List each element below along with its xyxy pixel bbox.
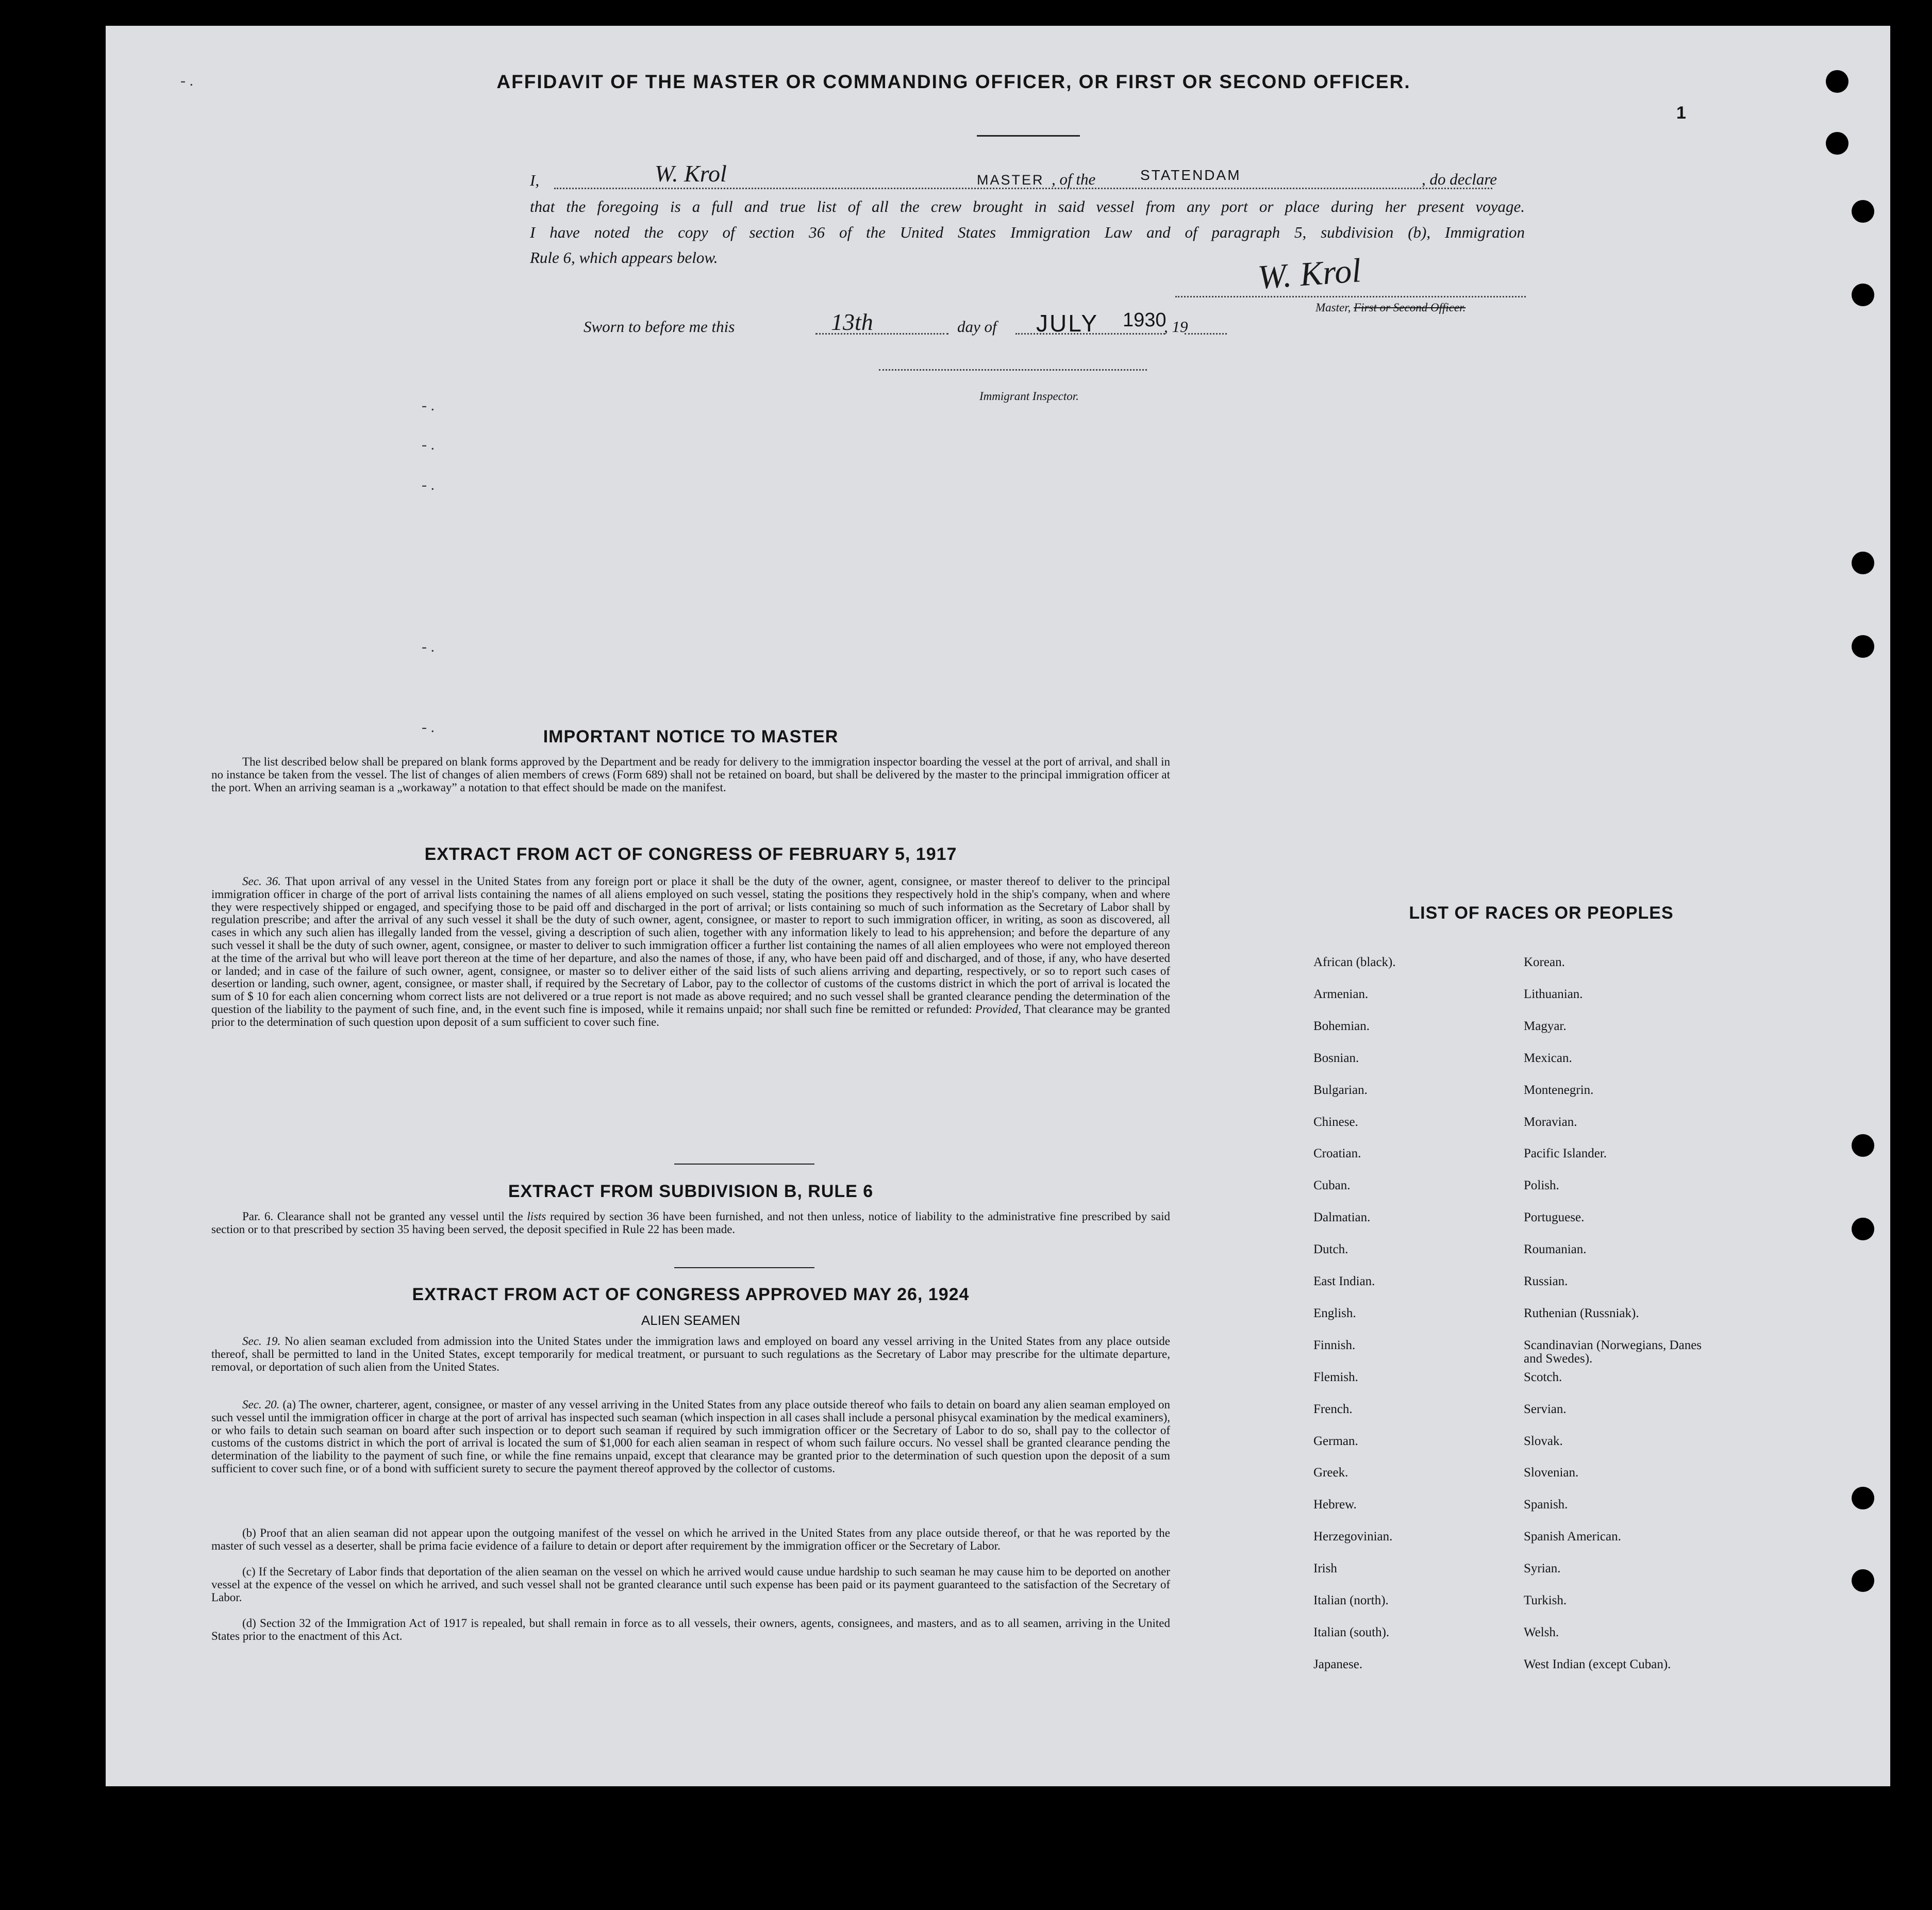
race-item: East Indian. (1313, 1274, 1375, 1288)
race-item: Herzegovinian. (1313, 1530, 1393, 1544)
race-item: Spanish. (1524, 1498, 1568, 1512)
inspector-caption: Immigrant Inspector. (979, 390, 1079, 403)
rank-stamp: MASTER (977, 172, 1044, 188)
punch-hole (1852, 200, 1874, 223)
sec19-label: Sec. 19. (242, 1335, 281, 1348)
extract-1924-subtitle: ALIEN SEAMEN (641, 1313, 741, 1328)
race-item: African (black). (1313, 955, 1396, 969)
sec20-paragraph (211, 1399, 1170, 1475)
race-item: French. (1313, 1402, 1353, 1416)
race-item: Bosnian. (1313, 1051, 1359, 1065)
race-item: Polish. (1524, 1178, 1559, 1193)
sec36-label: Sec. 36. (242, 875, 281, 888)
sec20-text: (a) The owner, charterer, agent, consignee, or master of any vessel arriving in the United States from any place outside thereof who fails to detain on board any alien seaman employed on such vessel until the immigration officer in charge at the port of arrival has inspected such seaman (which inspection in all cases shall include a personal phisycal examination by the medical examiners), or who fails to detain such seaman on board after such inspection or to deport such seaman if required by such immigration officer or the Secretary of Labor to do so, shall pay to the collector of customs of the customs district in which the port of arrival is located the sum of $1,000 for each alien seaman in respect of whom such failure occurs. No vessel shall be granted clearance pending the determination of the liability to the payment of such fine, or while the fine remains unpaid, except that clearance may be granted prior to the determination of such question upon the deposit of a sum sufficient to cover such fine, or of a bond with sufficient surety to secure the payment thereof approved by the collector of customs. (211, 1398, 1170, 1475)
year-prefix: , 19 (1164, 318, 1188, 336)
declaration-line-2: I have noted the copy of section 36 of the United States Immigration Law and of paragraph 5, subdivision (b), Immigration (530, 223, 1525, 241)
master-signature: W. Krol (1256, 252, 1362, 296)
i-label: I, (530, 171, 540, 189)
race-item: Cuban. (1313, 1178, 1351, 1193)
race-item: Hebrew. (1313, 1498, 1357, 1512)
do-declare-label: , do declare (1422, 170, 1497, 188)
notice-text: The list described below shall be prepared on blank forms approved by the Department and be ready for delivery to the immigration inspector boarding the vessel at the port of arrival, and shall in no instance be taken from the vessel. The list of changes of alien members of crews (Form 689) shall not be retained on board, but shall be delivered by the master to the principal immigration officer at the port. When an arriving seaman is a „workaway” a notation to that effect should be made on the manifest. (211, 755, 1170, 794)
vessel-name-stamp: STATENDAM (1140, 167, 1241, 183)
margin-mark: - . (422, 436, 435, 453)
race-item: Scotch. (1524, 1370, 1562, 1384)
race-item: Turkish. (1524, 1593, 1567, 1607)
para-b: (b) Proof that an alien seaman did not appear upon the outgoing manifest of the vessel on which he arrived in the United States from any place outside thereof, or that he was reported by the master of such vessel as a deserter, shall be prima facie evidence of a failure to detain or deport after requirement by the immigration officer or the Secretary of Labor. (211, 1526, 1170, 1552)
extract-1924-title: EXTRACT FROM ACT OF CONGRESS APPROVED MAY 26, 1924 (412, 1285, 970, 1304)
race-item: Greek. (1313, 1466, 1348, 1480)
declaration-line-3: Rule 6, which appears below. (530, 248, 718, 267)
race-item: Lithuanian. (1524, 987, 1583, 1001)
race-item: Finnish. (1313, 1338, 1356, 1352)
caption-master: Master, (1315, 301, 1351, 314)
sworn-month-stamp: JULY (1036, 310, 1099, 337)
punch-hole (1852, 1569, 1874, 1592)
provided-label: Provided, (975, 1002, 1021, 1016)
race-item: English. (1313, 1306, 1356, 1320)
race-item: Irish (1313, 1562, 1337, 1576)
race-item: Bulgarian. (1313, 1083, 1368, 1097)
sec36-text-end: That clearance may be granted prior to the determination of such question upon deposit of a sum sufficient to cover such fine. (211, 1002, 1171, 1028)
punch-hole (1826, 70, 1848, 93)
races-title: LIST OF RACES OR PEOPLES (1409, 903, 1674, 923)
section-divider (674, 1267, 814, 1268)
notice-title: IMPORTANT NOTICE TO MASTER (543, 727, 839, 746)
race-item: Spanish American. (1524, 1530, 1621, 1544)
master-name-handwritten: W. Krol (655, 160, 727, 187)
para-c: (c) If the Secretary of Labor finds that deportation of the alien seaman on the vessel on which he arrived would cause undue hardship to such seaman he may cause him to be deported on another vessel at the expence of the vessel on which he arrived, and such vessel shall not be granted clearance until such expense has been paid or its payment guaranteed to the satisfaction of the Secretary of Labor. (211, 1565, 1170, 1604)
race-item: Roumanian. (1524, 1242, 1587, 1257)
margin-mark: - . (422, 397, 435, 414)
race-item: Japanese. (1313, 1657, 1363, 1671)
punch-hole (1826, 132, 1848, 155)
race-item: Dalmatian. (1313, 1210, 1371, 1225)
sworn-year-stamp: 1930 (1123, 309, 1167, 331)
punch-hole (1852, 635, 1874, 658)
race-item: Korean. (1524, 955, 1565, 969)
page-mark: 1 (1676, 103, 1686, 123)
affidavit-title: AFFIDAVIT OF THE MASTER OR COMMANDING OFFICER, OR FIRST OR SECOND OFFICER. (496, 71, 1411, 92)
race-item: Montenegrin. (1524, 1083, 1594, 1097)
race-item: West Indian (except Cuban). (1524, 1657, 1671, 1671)
extract-rule6-title: EXTRACT FROM SUBDIVISION B, RULE 6 (508, 1182, 874, 1201)
declaration-line-1: that the foregoing is a full and true list of all the crew brought in said vessel from any port or place during her present voyage. (530, 197, 1525, 215)
margin-mark: - . (422, 638, 435, 655)
punch-hole (1852, 1487, 1874, 1509)
extract-1917-title: EXTRACT FROM ACT OF CONGRESS OF FEBRUARY 5, 1917 (424, 844, 957, 864)
race-item: Moravian. (1524, 1115, 1577, 1129)
race-item: Croatian. (1313, 1147, 1361, 1161)
sec20-label: Sec. 20. (242, 1398, 280, 1411)
extract-1917-text (211, 875, 1170, 1029)
margin-mark: - . (180, 72, 193, 89)
punch-hole (1852, 284, 1874, 306)
margin-mark: - . (422, 719, 435, 736)
race-item: Servian. (1524, 1402, 1567, 1416)
punch-hole (1852, 552, 1874, 574)
race-item: Magyar. (1524, 1019, 1567, 1033)
sworn-day-handwritten: 13th (831, 309, 873, 335)
race-item: Ruthenian (Russniak). (1524, 1306, 1639, 1320)
race-item: Portuguese. (1524, 1210, 1585, 1225)
race-item: Syrian. (1524, 1562, 1561, 1576)
race-item: Welsh. (1524, 1625, 1559, 1639)
race-item: Slovenian. (1524, 1466, 1579, 1480)
extract-rule6-text (211, 1210, 1170, 1236)
day-of-label: day of (957, 318, 997, 336)
race-item: Russian. (1524, 1274, 1568, 1288)
of-the-label: , of the (1052, 170, 1096, 188)
race-item: Armenian. (1313, 987, 1369, 1001)
race-item: Chinese. (1313, 1115, 1358, 1129)
punch-hole (1852, 1218, 1874, 1240)
rule6-text-b: required by section 36 have been furnished, and not then unless, notice of liability to the administrative fine prescribed by said section or to that prescribed by section 35 having been served, the deposit specified in Rule 22 has been made. (211, 1210, 1171, 1236)
rule6-text-a: Par. 6. Clearance shall not be granted any vessel until the (242, 1210, 523, 1223)
race-item: Flemish. (1313, 1370, 1358, 1384)
race-item: Bohemian. (1313, 1019, 1370, 1033)
race-item: Pacific Islander. (1524, 1147, 1607, 1161)
rule6-lists-word: lists (527, 1210, 546, 1223)
race-item: German. (1313, 1434, 1358, 1448)
race-item: Scandinavian (Norwegians, Danes and Swedes). (1524, 1338, 1702, 1366)
sworn-month-line (1015, 333, 1165, 335)
sec19-text: No alien seaman excluded from admission into the United States under the immigration laws and employed on board any vessel arriving in the United States from any place outside thereof, shall be permitted to land in the United States, except temporarily for medical treatment, or pursuant to such regulations as the Secretary of Labor may prescribe for the ultimate departure, removal, or deportation of such alien from the United States. (211, 1335, 1170, 1373)
sworn-day-line (815, 333, 948, 335)
caption-struck: First or Second Officer. (1354, 301, 1466, 314)
sworn-year-line (1185, 333, 1227, 335)
race-item: Italian (north). (1313, 1593, 1389, 1607)
punch-hole (1852, 1134, 1874, 1157)
para-d: (d) Section 32 of the Immigration Act of 1917 is repealed, but shall remain in force as to all vessels, their owners, agents, consignees, and masters, and as to all seamen, arriving in the United States prior to the enactment of this Act. (211, 1617, 1170, 1642)
margin-mark: - . (422, 476, 435, 493)
race-item: Italian (south). (1313, 1625, 1390, 1639)
sec36-text: That upon arrival of any vessel in the United States from any foreign port or place it shall be the duty of the owner, agent, consignee, or master thereof to deliver to the principal immigration officer in charge of the port of arrival lists containing the names of all aliens employed on such vessel, stating the positions they respectively hold in the ship's company, when and where they were respectively shipped or engaged, and specifying those to be paid off and discharged in the port of arrival; or lists containing so much of such information as the Secretary of Labor shall by regulation prescribe; and after the arrival of any such vessel it shall be the duty of such owner, agent, consignee, or master to report to such immigration officer, in writing, as soon as discovered, all cases in which any such alien has illegally landed from the vessel, giving a description of such alien, together with any information likely to lead to his apprehension; and before the departure of any such vessel it shall be the duty of such owner, agent, consignee, or master to deliver to such immigration officer a further list containing the names of all alien employees who were not employed thereon at the time of the arrival but who will leave port thereon at the time of her departure, and also the names of those, if any, who have been paid off and discharged, and of those, if any, who have deserted or landed; and in case of the failure of such owner, agent, consignee, or master so to deliver either of the said lists of such aliens arriving and departing, respectively, or so to report such cases of desertion or landing, such owner, agent, consignee, or master shall, if required by the Secretary of Labor, pay to the collector of customs of the customs district in which the port of arrival is located the sum of $ 10 for each alien concerning whom correct lists are not delivered or a true report is not made as above required; and no such vessel shall be granted clearance pending the determination of the question of the liability to the payment of such fine, and, in the event such fine is imposed, while it remains unpaid; nor shall such fine be remitted or refunded: (211, 875, 1170, 1016)
race-item: Dutch. (1313, 1242, 1348, 1257)
inspector-line (879, 369, 1147, 371)
sec19-paragraph (211, 1335, 1170, 1373)
section-divider (674, 1164, 814, 1165)
signature-caption (1315, 301, 1465, 314)
sworn-label: Sworn to before me this (584, 318, 735, 336)
signature-line (1175, 296, 1526, 297)
race-item: Mexican. (1524, 1051, 1572, 1065)
race-item: Slovak. (1524, 1434, 1563, 1448)
title-rule (977, 135, 1080, 137)
